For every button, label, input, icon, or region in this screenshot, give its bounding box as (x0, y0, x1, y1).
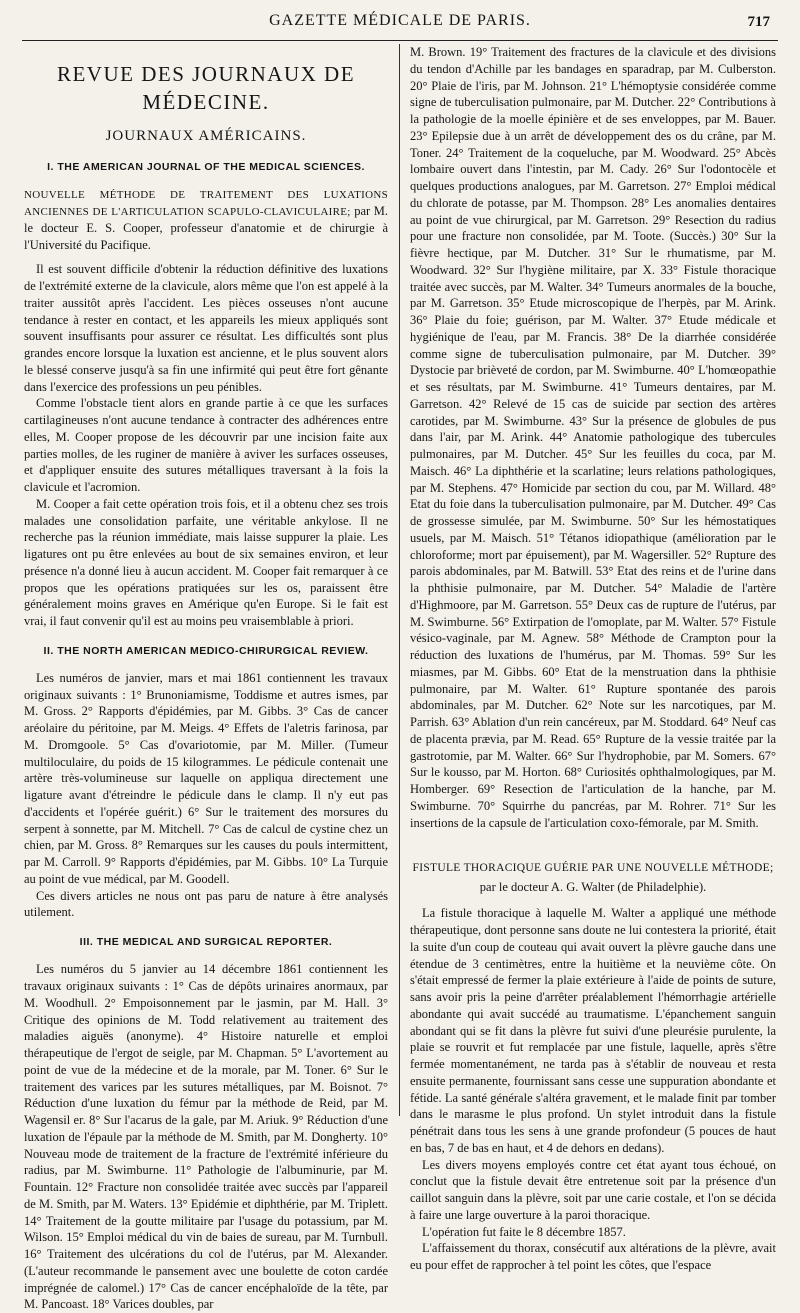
sub-title: JOURNAUX AMÉRICAINS. (105, 128, 307, 145)
main-title: REVUE DES JOURNAUX DE MÉDECINE. (56, 62, 356, 115)
article-lead-title: NOUVELLE MÉTHODE DE TRAITEMENT DES LUXATIONS ANCIENNES DE L'ARTICULATION SCAPULO-CLAVICULAIRE; (24, 189, 388, 219)
section-heading-1: I. THE AMERICAN JOURNAL OF THE MEDICAL SCIENCES. (47, 161, 365, 174)
article-title: FISTULE THORACIQUE GUÉRIE PAR UNE NOUVELLE MÉTHODE; (412, 862, 774, 875)
section-heading-2: II. THE NORTH AMERICAN MEDICO-CHIRURGICAL REVIEW. (43, 644, 369, 657)
paragraph: Ces divers articles ne nous ont pas paru de nature à être analysés utilement. (24, 888, 388, 920)
article-lead-byline: par M. le docteur E. S. Cooper, professeur d'anatomie et de chirurgie à l'Université du Pacifique. (24, 204, 389, 252)
spacer (24, 253, 388, 261)
paragraph: Les numéros de janvier, mars et mai 1861 contiennent les travaux originaux suivants : 1° Brunoniamisme, Toddisme et autres ismes, par M. Gross. 2° Rapports d'épidémies, par M. Gibbs. 3° Cas de cancer aréolaire du péritoine, par M. Meigs. 4° Effets de l'aletris farinosa, par M. Dromgoole. 5° Cas d'ovariotomie, par M. Miller. (Tumeur multiloculaire, du poids de 15 kilogrammes. Le pédicule contenait une artère très-volumineuse sur laquelle on appliqua directement une ligature avant d'étreindre le pédicule dans le clamp. Il n'y eut pas d'accidents et l'opérée guérit.) 6° Sur le traitement des morsures du serpent à sonnette, par M. Mitchell. 7° Cas de calcul de cystine chez un chien, par M. Gross. 8° Remarques sur les causes du pouls intermittent, par M. Carroll. 9° Rapports d'épidémies, par M. Gibbs. 10° La Turquie au point de vue médical, par M. Goodell. (24, 670, 388, 886)
paragraph: L'affaissement du thorax, consécutif aux altérations de la plèvre, avait eu pour effet de rapprocher à tel point les côtes, que l'espace (410, 1241, 776, 1273)
header-title: GAZETTE MÉDICALE DE PARIS. (269, 12, 531, 29)
paragraph: La fistule thoracique à laquelle M. Walter a appliqué une méthode thérapeutique, dont personne sans doute ne lui contestera la priorité, était la suite d'un coup de couteau qui avait ouvert la plèvre gauche dans une étendue de 3 centimètres, entre la huitième et la neuvième côte. On s'était empressé de fermer la plaie extérieure à l'aide de points de suture, sans avoir pris la peine d'arrêter préalablement l'hémorrhagie artérielle abondante qui avait succédé au traumatisme. L'épanchement sanguin abondant qui se fit dans la plèvre fut suivi d'une pleurésie purulente, la plaie se rouvrit et fut remplacée par une fistule, laquelle, après s'être fermée momentanément, ne tarda pas à s'établir de nouveau et resta ensuite permanente, fournissant sans cesse une suppuration abondante et fétide. La santé générale s'altéra gravement, et le malade finit par tomber dans le marasme le plus profond. Un stylet introduit dans la fistule pénétrait dans tous les sens à une grande profondeur (5 pouces de haut en bas, 7 de bas en haut, et 4 de dehors en dedans). (410, 906, 776, 1155)
left-column (24, 44, 389, 1312)
page-number: 717 (747, 14, 770, 30)
paragraph: L'opération fut faite le 8 décembre 1857. (422, 1224, 626, 1239)
paragraph: M. Cooper a fait cette opération trois fois, et il a obtenu chez ses trois malades une consolidation parfaite, une véritable ankylose. Il ne recherche pas la réunion immédiate, mais laisse suppurer la plaie. Les ligatures ont pu être enlevées au bout de six semaines environ, et leur présence n'a donné lieu à aucun accident. M. Cooper fait remarquer à ce propos que les opérations pratiquées sur les os, paraissent être généralement moins graves en Amérique qu'en Europe. Si le fait est vrai, il faut convenir qu'il est au moins peu vraisemblable à priori. (24, 496, 388, 629)
article-byline: par le docteur A. G. Walter (de Philadelphie). (479, 879, 707, 894)
running-header (22, 2, 778, 41)
column-divider (399, 44, 400, 1116)
right-column (410, 44, 776, 1273)
paragraph: Les numéros du 5 janvier au 14 décembre 1861 contiennent les travaux originaux suivants : 1° Cas de dépôts urinaires anormaux, par M. Woodhull. 2° Empoisonnement par le jasmin, par M. Hall. 3° Critique des opinions de M. Todd relativement au traitement des maladies aiguës (anonyme). 4° Histoire naturelle et emploi thérapeutique de l'ergot de seigle, par M. Chapman. 5° L'avortement au point de vue de la médecine et de la morale, par M. Toner. 6° Sur le traitement des varices par les sutures métalliques, par M. Boisnot. 7° Réduction d'une luxation du fémur par la méthode de Reid, par M. Wagensil er. 8° Sur l'acarus de la gale, par M. Ariuk. 9° Réduction d'une luxation de l'épaule par la méthode de M. Smith, par M. Dongherty. 10° Nouveau mode de traitement de la fracture de l'extrémité inférieure du radius, par M. Swimburne. 11° Pathologie de l'albuminurie, par M. Fountain. 12° Fracture non consolidée traitée avec succès par l'appareil de M. Smith, par M. Waters. 13° Epidémie et diphthérie, par M. Triplett. 14° Traitement de la goutte militaire par l'usage du potassium, par M. Wilson. 15° Emploi médical du vin de baies de sureau, par M. Turnbull. 16° Traitement des ulcérations du col de l'utérus, par M. Alexander. (L'auteur recommande le pansement avec une boulette de coton cardée imprégnée de calomel.) 17° Cas de cancer encéphaloïde de la tête, par M. Pancoast. 18° Varices doubles, par (24, 962, 388, 1312)
section-heading-3: III. THE MEDICAL AND SURGICAL REPORTER. (79, 936, 333, 949)
article-lead (24, 186, 388, 253)
paragraph: Les divers moyens employés contre cet état ayant tous échoué, on conclut que la fistule devait être entretenue soit par la présence d'un caillot sanguin dans la plèvre, soit par une carie costale, et l'on se décida à faire une large ouverture à la paroi thoracique. (410, 1157, 776, 1222)
paragraph: Il est souvent difficile d'obtenir la réduction définitive des luxations de l'extrémité externe de la clavicule, alors même que l'on est appelé à la traiter aussitôt après l'accident. Les pièces osseuses n'ont aucune tendance à rester en contact, et les appareils les mieux appliqués sont souvent insuffisants pour assurer ce résultat. Les difficultés sont plus grandes encore lorsque la luxation est ancienne, et le plus souvent alors le blessé conserve jusqu'à sa fin une infirmité qui peut être fort gênante dans l'exercice des professions un peu pénibles. (24, 262, 388, 394)
paragraph-continued: M. Brown. 19° Traitement des fractures de la clavicule et des divisions du tendon d'Achille par les bandages en sparadrap, par M. Culberston. 20° Plaie de l'iris, par M. Johnson. 21° L'hémoptysie considérée comme signe de tuberculisation pulmonaire, par M. Dutcher. 22° Contributions à la pathologie de la moelle épinière et de ses enveloppes, par M. Bauer. 23° Epilepsie due à un arrêt de développement des os du crâne, par M. Toner. 24° Traitement de la coqueluche, par M. Woodward. 25° Abcès lombaire ouvert dans l'intestin, par M. Cady. 26° Sur l'odontocèle et quelques productions analogues, par M. Garretson. 27° Emploi médical du chlorate de potasse, par M. Thompson. 28° Les anomalies dentaires au point de vue chirurgical, par M. Garretson. 29° Resection du radius pour une fracture non consolidée, par M. Toote. (Succès.) 30° Sur la fièvre hectique, par M. Dutcher. 31° Sur le rhumatisme, par M. Woodward. 32° Sur l'hygiène militaire, par X. 33° Fistule thoracique traitée avec succès, par M. Walter. 34° Tumeurs anormales de la bouche, par M. Garretson. 35° Etude microscopique de l'herpès, par M. Arink. 36° Plaie du foie; guérison, par M. Walter. 37° Etude médicale et hygiénique de l'eau, par M. Francis. 38° De la diarrhée considérée comme signe de tuberculisation pulmonaire, par M. Dutcher. 39° Dystocie par brièveté de cordon, par M. Swimburne. 40° L'homœopathie et ses résultats, par M. Swimburne. 41° Tumeurs dentaires, par M. Garretson. 42° Relevé de 15 cas de suicide par section des artères carotides, par M. Swimburne. 43° Sur la présence de globules de pus dans l'air, par M. Arink. 44° Anatomie pathologique des tubercules pulmonaires, par M. Dutcher. 45° Sur les feuilles du coca, par M. Maisch. 46° La diphthérie et la scarlatine; leurs relations pathologiques, par M. Stephens. 47° Homicide par section du cou, par M. Willard. 48° Etat du foie dans la tuberculisation pulmonaire, par M. Dutcher. 49° Cas de grossesse simulée, par M. Swimburne. 50° Sur les hémostatiques usuels, par M. Maisch. 51° Tétanos idiopathique (amélioration par le chloroforme; mort par épuisement), par M. Wagersiller. 52° Rupture des parois abdominales, par M. Batwill. 53° Etat des reins et de l'urine dans la phthisie pulmonaire, par M. Dutcher. 54° Maladie de l'artère d'Highmoore, par M. Garretson. 55° Deux cas de rupture de l'utérus, par M. Swimburne. 56° Extirpation de l'omoplate, par M. Walter. 57° Fistule vésico-vaginale, par M. Agnew. 58° Méthode de Crampton pour la réduction des luxations de l'humérus, par M. Thomas. 59° Sur les miasmes, par M. Gibbs. 60° Etat de la menstruation dans la phthisie pulmonaire, par M. Walter. 61° Rupture spontanée des parois abdominales, par M. Dutcher. 62° Note sur les narcotiques, par M. Parrish. 63° Ablation d'un rein cancéreux, par M. Stoddard. 64° Neuf cas de placenta prævia, par M. Read. 65° Rupture de la vessie traitée par la gastrotomie, par M. Walter. 66° Sur l'hydrophobie, par M. Somers. 67° Sur le kousso, par M. Horton. 68° Curiosités ophthalmologiques, par M. Homberger. 69° Resection de l'articulation de la hanche, par M. Swimburne. 70° Squirrhe du pancréas, par M. Rohrer. 71° Sur les insertions de la capsule de l'articulation coxo-fémorale, par M. Smith. (410, 45, 776, 830)
paragraph: Comme l'obstacle tient alors en grande partie à ce que les surfaces cartilagineuses n'ont aucune tendance à contracter des adhérences entre elles, M. Cooper propose de les découvrir par une incision faite aux parties molles, de les ruginer de manière à aviver les surfaces osseuses, et d'appliquer ensuite des sutures métalliques traversant à la fois la clavicule et l'acromion. (24, 396, 388, 495)
